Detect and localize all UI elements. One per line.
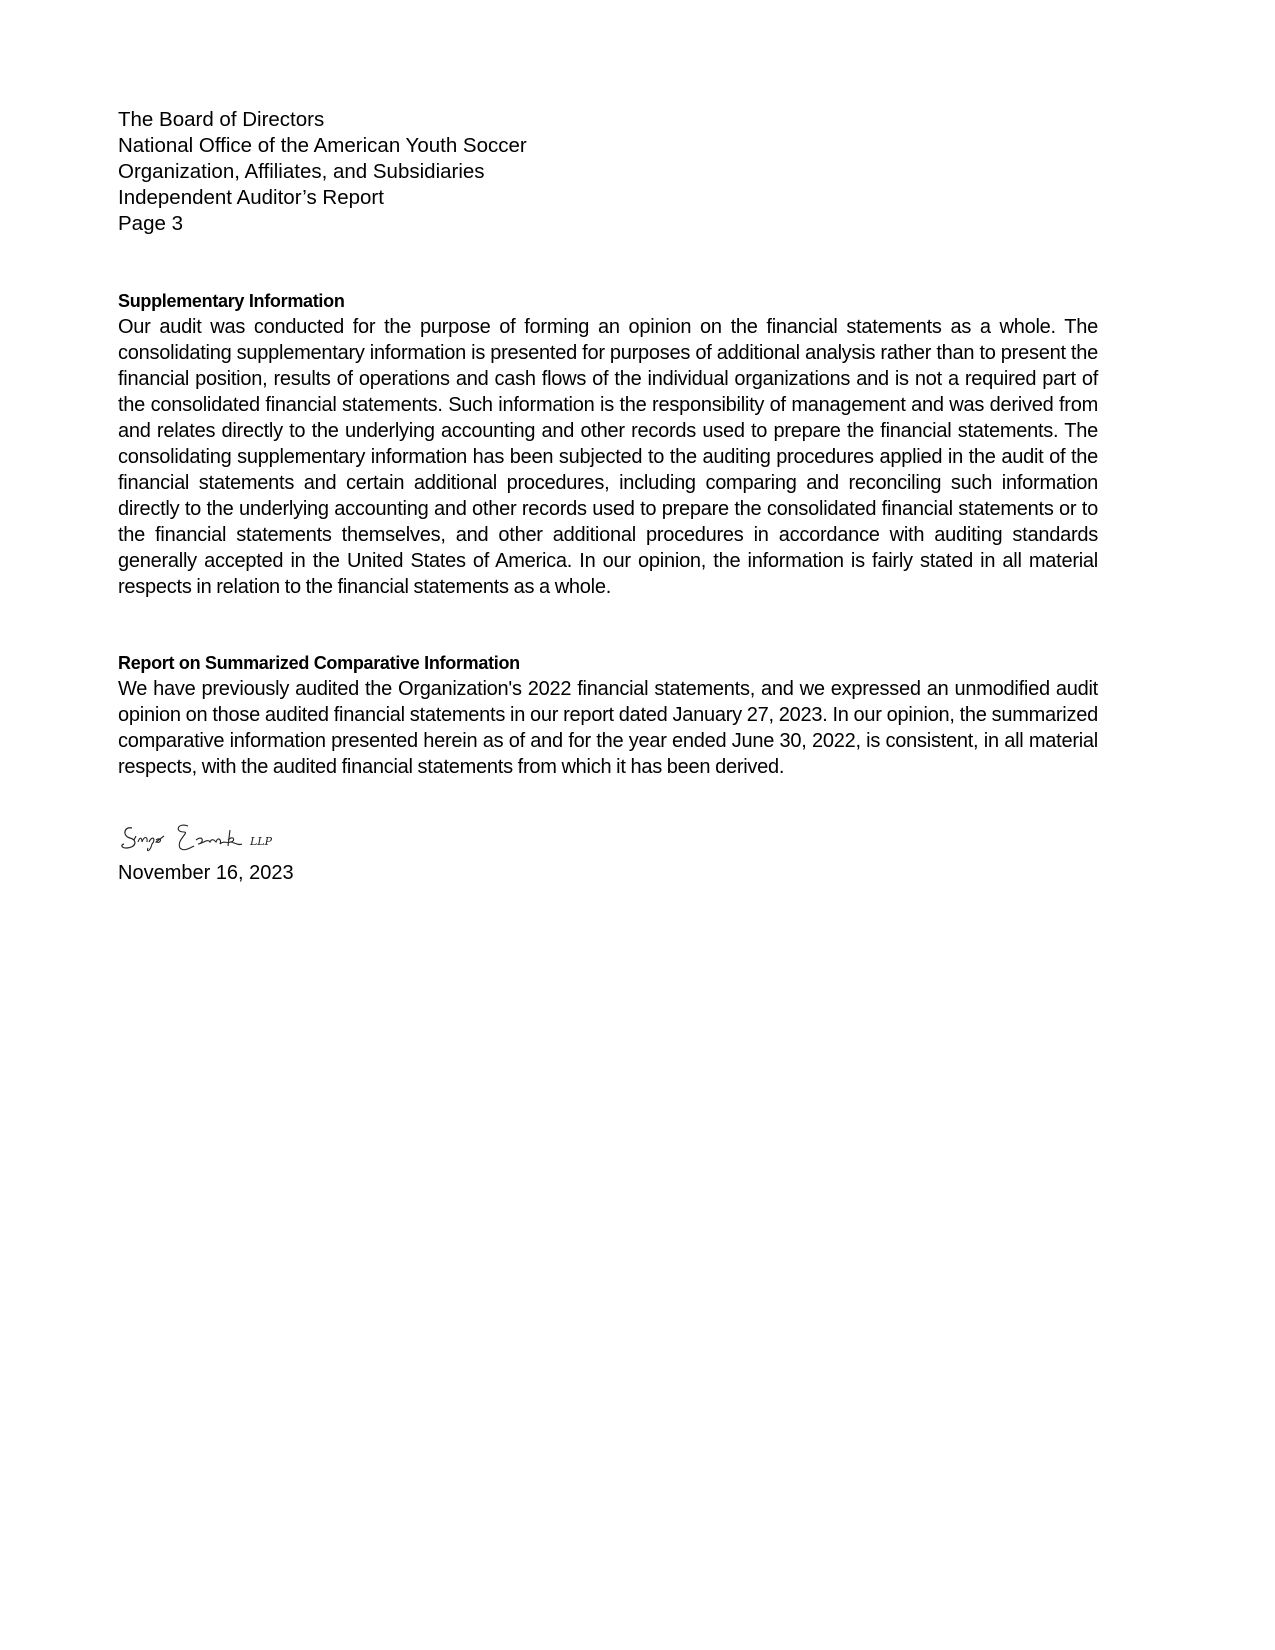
section-body: We have previously audited the Organization's 2022 financial statements, and we expressed an unmodified audit opinion on those audited financial statements in our report dated January 27, 2023. In our opinion, the summarized comparative information presented herein as of and for the year ended June 30, 2022, is consistent, in all material respects, with the audited financial statements from which it has been derived. <box>118 678 1098 778</box>
supplementary-information-section <box>118 288 1098 600</box>
report-title: Independent Auditor’s Report <box>118 186 384 209</box>
section-heading: Report on Summarized Comparative Information <box>118 653 520 673</box>
report-date: November 16, 2023 <box>118 862 294 884</box>
section-body: Our audit was conducted for the purpose of forming an opinion on the financial statements as a whole. The consolidating supplementary information is presented for purposes of additional analysis rather than to present the financial position, results of operations and cash flows of the individual organizations and is not a required part of the consolidated financial statements. Such information is the responsibility of management and was derived from and relates directly to the underlying accounting and other records used to prepare the financial statements. The consolidating supplementary information has been subjected to the auditing procedures applied in the audit of the financial statements and certain additional procedures, including comparing and reconciling such information directly to the underlying accounting and other records used to prepare the consolidated financial statements or to the financial statements themselves, and other additional procedures in accordance with auditing standards generally accepted in the United States of America. In our opinion, the information is fairly stated in all material respects in relation to the financial statements as a whole. <box>118 316 1098 598</box>
summarized-comparative-section <box>118 650 1098 780</box>
addressee-line: The Board of Directors <box>118 108 325 131</box>
section-heading: Supplementary Information <box>118 291 345 311</box>
addressee-line: National Office of the American Youth Soccer <box>118 134 527 157</box>
signature-image <box>118 818 318 854</box>
addressee-line: Organization, Affiliates, and Subsidiaries <box>118 160 485 183</box>
svg-text:LLP: LLP <box>250 835 273 848</box>
page-number: Page 3 <box>118 212 183 235</box>
addressee-block <box>118 107 527 237</box>
